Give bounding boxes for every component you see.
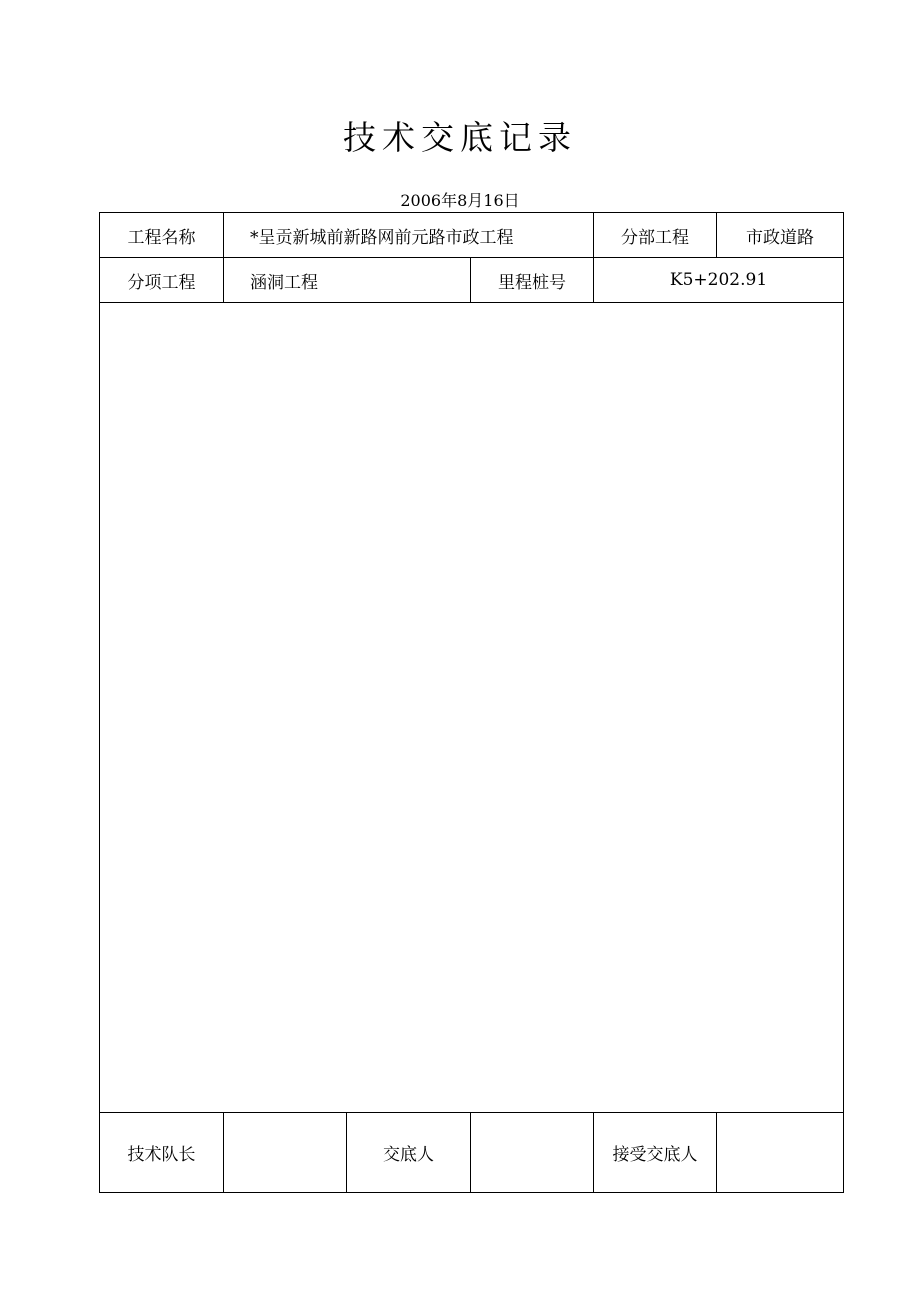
discloser-signature[interactable]	[471, 1113, 594, 1193]
receiver-signature[interactable]	[717, 1113, 844, 1193]
disclosure-form-table	[99, 212, 844, 1193]
chainage-label: 里程桩号	[471, 258, 594, 303]
division-value: 市政道路	[717, 213, 844, 258]
tech-leader-signature[interactable]	[224, 1113, 347, 1193]
document-title: 技术交底记录	[343, 118, 577, 157]
project-name-value: *呈贡新城前新路网前元路市政工程	[224, 213, 594, 258]
content-row	[100, 303, 844, 1113]
division-label: 分部工程	[594, 213, 717, 258]
chainage-value: K5+202.91	[594, 258, 844, 303]
disclosure-content-area[interactable]	[100, 303, 844, 1113]
subitem-row	[100, 258, 844, 303]
project-name-label: 工程名称	[100, 213, 224, 258]
discloser-label: 交底人	[347, 1113, 471, 1193]
receiver-label: 接受交底人	[594, 1113, 717, 1193]
subitem-label: 分项工程	[100, 258, 224, 303]
subitem-value: 涵洞工程	[224, 258, 471, 303]
document-date: 2006年8月16日	[400, 191, 520, 210]
project-row	[100, 213, 844, 258]
tech-leader-label: 技术队长	[100, 1113, 224, 1193]
signature-row	[100, 1113, 844, 1193]
